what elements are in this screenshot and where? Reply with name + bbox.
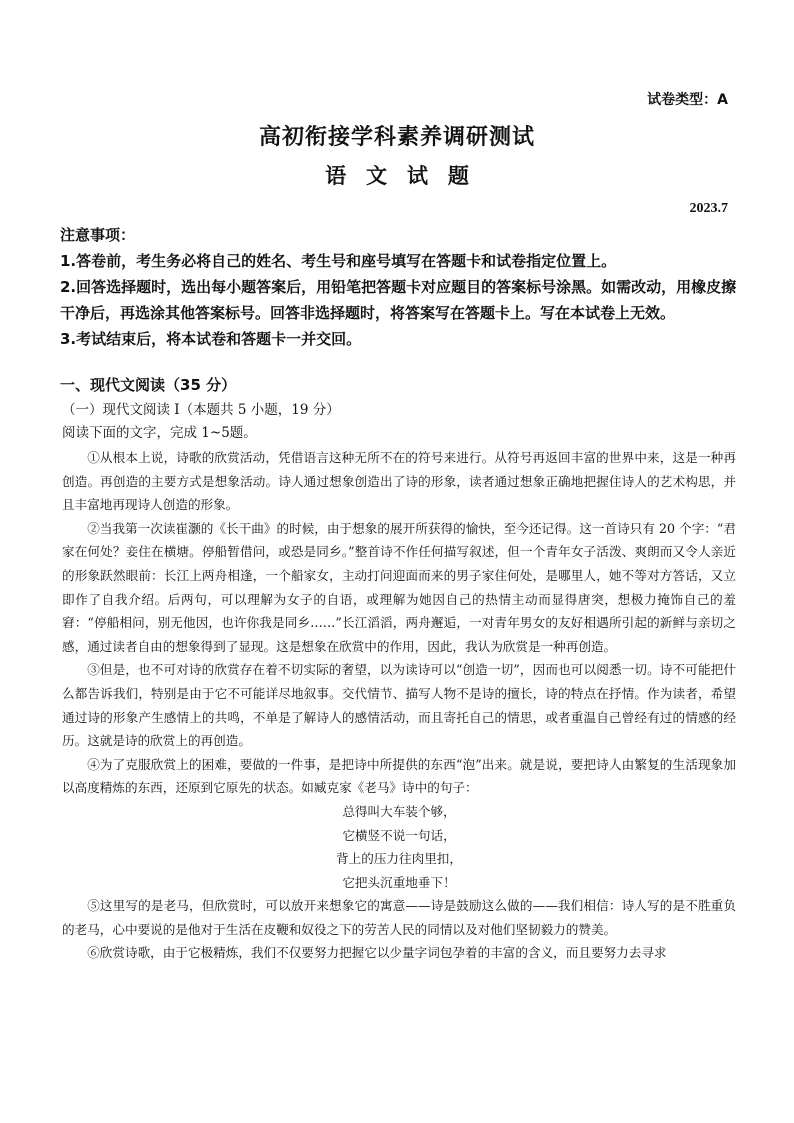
poem-line: 总得叫大车装个够， — [342, 803, 456, 819]
notice-heading: 注意事项： — [60, 226, 136, 244]
poem-line: 背上的压力往肉里扣， — [336, 851, 462, 867]
poem-quote — [62, 800, 736, 894]
notice-item: 1.答卷前，考生务必将自己的姓名、考生号和座号填写在答题卡和试卷指定位置上。 — [60, 252, 617, 270]
exam-title: 高初衔接学科素养调研测试 — [258, 125, 535, 150]
paper-type: 试卷类型：A — [647, 92, 728, 108]
poem-line: 它把头沉重地垂下！ — [342, 874, 456, 890]
poem-line: 它横竖不说一句话， — [342, 827, 456, 843]
passage-paragraph: ②当我第一次读崔灏的《长干曲》的时候，由于想象的展开所获得的愉快，至今还记得。这一首诗只有 20 个字：“君家在何处？妾住在横塘。停船暂借问，或恐是同乡。”整首诗不作任何描写叙述，但一个青年女子活泼、爽朗而又令人亲近的形象跃然眼前：长江上两舟相逢，一个船家女，主动打问迎面而来的男子家住何处，是哪里人，她不等对方答话，又立即作了自我介绍。后两句，可以理解为女子的自语，或理解为她因自己的热情主动而显得唐突，想极力掩饰自己的羞窘：“停船相问，别无他因，也许你我是同乡……”长江滔滔，两舟邂逅，一对青年男女的友好相遇所引起的新鲜与亲切之感，通过读者自由的想象得到了显现。这是想象在欣赏中的作用，因此，我认为欣赏是一种再创造。 — [62, 520, 736, 654]
reading-instruction: 阅读下面的文字，完成 1~5题。 — [62, 425, 257, 441]
exam-date: 2023.7 — [689, 201, 728, 216]
exam-subtitle: 语 文 试 题 — [325, 164, 469, 188]
passage-paragraph: ⑤这里写的是老马，但欣赏时，可以放开来想象它的寓意——诗是鼓励这么做的——我们相信：诗人写的是不胜重负的老马，心中要说的是他对于生活在皮鞭和奴役之下的劳苦人民的同情以及对他们坚韧毅力的赞美。 — [62, 898, 736, 937]
notice-item: 3.考试结束后，将本试卷和答题卡一并交回。 — [60, 330, 362, 348]
passage-paragraph: ④为了克服欣赏上的困难，要做的一件事，是把诗中所提供的东西“泡”出来。就是说，要把诗人由繁复的生活现象加以高度精炼的东西，还原到它原先的状态。如臧克家《老马》诗中的句子： — [62, 756, 736, 796]
passage-paragraph: ①从根本上说，诗歌的欣赏活动，凭借语言这种无所不在的符号来进行。从符号再返回丰富的世界中来，这是一种再创造。再创造的主要方式是想象活动。诗人通过想象创造出了诗的形象，读者通过想象正确地把握住诗人的艺术构思，并且丰富地再现诗人创造的形象。 — [62, 450, 736, 513]
passage-paragraph: ③但是，也不可对诗的欣赏存在着不切实际的奢望，以为读诗可以“创造一切”，因而也可以阅悉一切。诗不可能把什么都告诉我们，特别是由于它不可能详尽地叙事。交代情节、描写人物不是诗的擅长，诗的特点在抒情。作为读者，希望通过诗的形象产生感情上的共鸣，不单是了解诗人的感情活动，而且寄托自己的情思，或者重温自己曾经有过的情感的经历。这就是诗的欣赏上的再创造。 — [62, 662, 736, 749]
notice-block — [60, 222, 740, 352]
reading-passage — [62, 446, 736, 965]
section-subheading: （一）现代文阅读 I（本题共 5 小题，19 分） — [62, 402, 340, 418]
section-heading: 一、现代文阅读（35 分） — [60, 376, 237, 394]
passage-paragraph: ⑥欣赏诗歌，由于它极精炼，我们不仅要努力把握它以少量字词包孕着的丰富的含义，而且要努力去寻求 — [87, 945, 667, 961]
notice-item: 2.回答选择题时，选出每小题答案后，用铅笔把答题卡对应题目的答案标号涂黑。如需改动，用橡皮擦干净后，再选涂其他答案标号。回答非选择题时，将答案写在答题卡上。写在本试卷上无效。 — [60, 278, 737, 322]
